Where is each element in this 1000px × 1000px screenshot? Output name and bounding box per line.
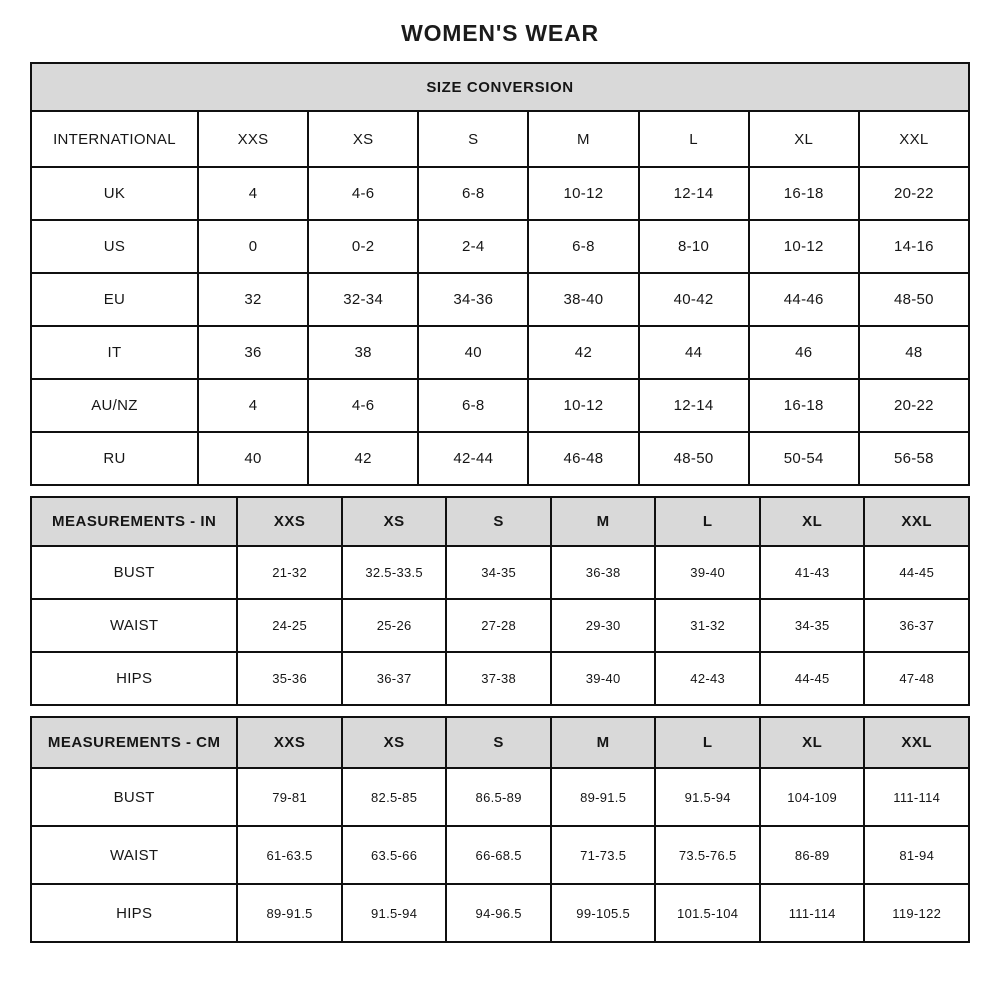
size-value-cell: 31-32 xyxy=(655,599,760,652)
size-column-header: XXS xyxy=(198,111,308,167)
size-value-cell: 94-96.5 xyxy=(446,884,551,942)
size-value-cell: 44 xyxy=(639,326,749,379)
size-value-cell: 16-18 xyxy=(749,167,859,220)
size-value-cell: 101.5-104 xyxy=(655,884,760,942)
size-value-cell: 42-43 xyxy=(655,652,760,705)
size-value-cell: 73.5-76.5 xyxy=(655,826,760,884)
size-value-cell: 46-48 xyxy=(528,432,638,485)
table-row xyxy=(31,768,969,826)
size-value-cell: 36 xyxy=(198,326,308,379)
size-column-header: L xyxy=(639,111,749,167)
size-value-cell: 47-48 xyxy=(864,652,969,705)
size-value-cell: 8-10 xyxy=(639,220,749,273)
table-row xyxy=(31,546,969,599)
row-label-cell: RU xyxy=(31,432,198,485)
size-column-header: XL xyxy=(760,497,865,546)
size-value-cell: 14-16 xyxy=(859,220,969,273)
size-value-cell: 34-35 xyxy=(760,599,865,652)
size-value-cell: 63.5-66 xyxy=(342,826,447,884)
size-value-cell: 16-18 xyxy=(749,379,859,432)
size-value-cell: 4-6 xyxy=(308,167,418,220)
size-value-cell: 39-40 xyxy=(551,652,656,705)
size-value-cell: 0 xyxy=(198,220,308,273)
size-value-cell: 99-105.5 xyxy=(551,884,656,942)
table-row xyxy=(31,884,969,942)
size-value-cell: 40 xyxy=(198,432,308,485)
row-label-cell: WAIST xyxy=(31,826,237,884)
size-value-cell: 20-22 xyxy=(859,379,969,432)
table-row xyxy=(31,432,969,485)
size-value-cell: 40-42 xyxy=(639,273,749,326)
table-row xyxy=(31,652,969,705)
row-label-cell: HIPS xyxy=(31,652,237,705)
size-value-cell: 44-46 xyxy=(749,273,859,326)
table-row xyxy=(31,273,969,326)
size-value-cell: 32.5-33.5 xyxy=(342,546,447,599)
size-column-header: XXL xyxy=(859,111,969,167)
size-value-cell: 48 xyxy=(859,326,969,379)
size-value-cell: 42 xyxy=(528,326,638,379)
size-value-cell: 42 xyxy=(308,432,418,485)
size-column-header: M xyxy=(551,497,656,546)
row-label-cell: EU xyxy=(31,273,198,326)
size-value-cell: 34-35 xyxy=(446,546,551,599)
size-value-cell: 10-12 xyxy=(528,379,638,432)
size-value-cell: 119-122 xyxy=(864,884,969,942)
size-value-cell: 48-50 xyxy=(859,273,969,326)
size-value-cell: 89-91.5 xyxy=(237,884,342,942)
size-value-cell: 25-26 xyxy=(342,599,447,652)
row-label-cell: BUST xyxy=(31,768,237,826)
size-column-header: XL xyxy=(760,717,865,768)
size-value-cell: 56-58 xyxy=(859,432,969,485)
size-value-cell: 27-28 xyxy=(446,599,551,652)
column-header-label: INTERNATIONAL xyxy=(31,111,198,167)
size-value-cell: 21-32 xyxy=(237,546,342,599)
size-value-cell: 29-30 xyxy=(551,599,656,652)
size-value-cell: 12-14 xyxy=(639,167,749,220)
size-column-header: XL xyxy=(749,111,859,167)
table-row xyxy=(31,167,969,220)
size-value-cell: 42-44 xyxy=(418,432,528,485)
size-value-cell: 71-73.5 xyxy=(551,826,656,884)
size-value-cell: 37-38 xyxy=(446,652,551,705)
size-value-cell: 50-54 xyxy=(749,432,859,485)
size-value-cell: 44-45 xyxy=(760,652,865,705)
size-value-cell: 91.5-94 xyxy=(655,768,760,826)
size-value-cell: 36-37 xyxy=(342,652,447,705)
table-row xyxy=(31,826,969,884)
size-value-cell: 36-38 xyxy=(551,546,656,599)
size-value-cell: 0-2 xyxy=(308,220,418,273)
size-value-cell: 40 xyxy=(418,326,528,379)
row-label-cell: BUST xyxy=(31,546,237,599)
size-value-cell: 86-89 xyxy=(760,826,865,884)
size-value-cell: 79-81 xyxy=(237,768,342,826)
size-value-cell: 39-40 xyxy=(655,546,760,599)
size-value-cell: 111-114 xyxy=(864,768,969,826)
size-value-cell: 66-68.5 xyxy=(446,826,551,884)
table-row xyxy=(31,599,969,652)
table-title: SIZE CONVERSION xyxy=(31,63,969,111)
size-column-header: S xyxy=(446,497,551,546)
size-value-cell: 20-22 xyxy=(859,167,969,220)
size-value-cell: 6-8 xyxy=(418,167,528,220)
row-label-cell: AU/NZ xyxy=(31,379,198,432)
measurements-in-table xyxy=(30,496,970,706)
size-conversion-table xyxy=(30,62,970,486)
size-value-cell: 6-8 xyxy=(418,379,528,432)
table-row xyxy=(31,326,969,379)
table-title: MEASUREMENTS - IN xyxy=(31,497,237,546)
size-column-header: XS xyxy=(342,717,447,768)
table-row xyxy=(31,220,969,273)
size-column-header: L xyxy=(655,497,760,546)
row-label-cell: WAIST xyxy=(31,599,237,652)
size-column-header: XXS xyxy=(237,497,342,546)
size-column-header: XS xyxy=(308,111,418,167)
size-value-cell: 61-63.5 xyxy=(237,826,342,884)
size-value-cell: 2-4 xyxy=(418,220,528,273)
row-label-cell: US xyxy=(31,220,198,273)
page-title: WOMEN'S WEAR xyxy=(401,20,599,46)
size-value-cell: 44-45 xyxy=(864,546,969,599)
size-value-cell: 91.5-94 xyxy=(342,884,447,942)
size-value-cell: 89-91.5 xyxy=(551,768,656,826)
size-value-cell: 46 xyxy=(749,326,859,379)
size-value-cell: 12-14 xyxy=(639,379,749,432)
size-value-cell: 81-94 xyxy=(864,826,969,884)
size-value-cell: 36-37 xyxy=(864,599,969,652)
size-value-cell: 104-109 xyxy=(760,768,865,826)
size-column-header: S xyxy=(446,717,551,768)
size-column-header: XXL xyxy=(864,717,969,768)
size-value-cell: 24-25 xyxy=(237,599,342,652)
row-label-cell: HIPS xyxy=(31,884,237,942)
size-column-header: XXL xyxy=(864,497,969,546)
size-value-cell: 34-36 xyxy=(418,273,528,326)
size-column-header: XXS xyxy=(237,717,342,768)
measurements-cm-table xyxy=(30,716,970,943)
table-title: MEASUREMENTS - CM xyxy=(31,717,237,768)
size-value-cell: 4 xyxy=(198,379,308,432)
size-column-header: L xyxy=(655,717,760,768)
size-value-cell: 10-12 xyxy=(528,167,638,220)
row-label-cell: UK xyxy=(31,167,198,220)
size-value-cell: 41-43 xyxy=(760,546,865,599)
size-value-cell: 4 xyxy=(198,167,308,220)
size-column-header: M xyxy=(551,717,656,768)
size-value-cell: 6-8 xyxy=(528,220,638,273)
table-row xyxy=(31,379,969,432)
size-value-cell: 32 xyxy=(198,273,308,326)
size-value-cell: 32-34 xyxy=(308,273,418,326)
size-value-cell: 10-12 xyxy=(749,220,859,273)
size-value-cell: 38 xyxy=(308,326,418,379)
size-value-cell: 82.5-85 xyxy=(342,768,447,826)
size-column-header: S xyxy=(418,111,528,167)
size-value-cell: 86.5-89 xyxy=(446,768,551,826)
size-value-cell: 38-40 xyxy=(528,273,638,326)
size-value-cell: 35-36 xyxy=(237,652,342,705)
row-label-cell: IT xyxy=(31,326,198,379)
size-value-cell: 48-50 xyxy=(639,432,749,485)
size-value-cell: 111-114 xyxy=(760,884,865,942)
size-column-header: M xyxy=(528,111,638,167)
size-value-cell: 4-6 xyxy=(308,379,418,432)
size-column-header: XS xyxy=(342,497,447,546)
